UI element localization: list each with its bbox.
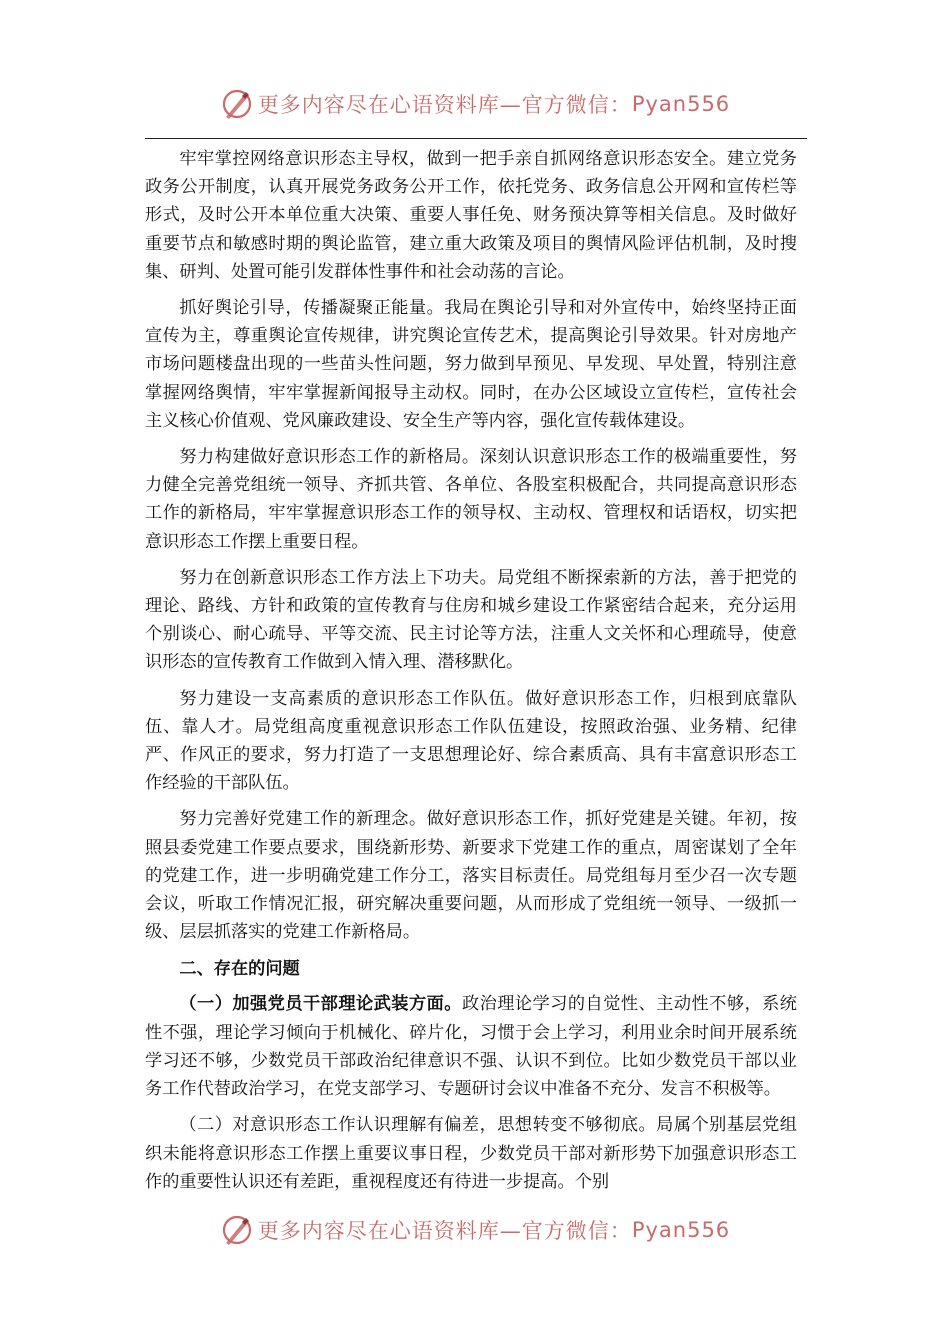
paragraph-1: 牢牢掌控网络意识形态主导权，做到一把手亲自抓网络意识形态安全。建立党务政务公开制度，认真开展党务政务公开工作，依托党务、政务信息公开网和宣传栏等形式，及时公开本单位重大决策、重要人事任免、财务预决算等相关信息。及时做好重要节点和敏感时期的舆论监管，建立重大政策及项目的舆情风险评估机制，及时搜集、研判、处置可能引发群体性事件和社会动荡的言论。 <box>145 149 797 282</box>
page-header <box>0 84 950 124</box>
footer-watermark <box>220 1213 730 1247</box>
page-footer <box>0 1210 950 1250</box>
pen-logo-icon <box>220 1213 254 1247</box>
issue-1-body: 政治理论学习的自觉性、主动性不够，系统性不强，理论学习倾向于机械化、碎片化，习惯于会上学习，利用业余时间开展系统学习还不够，少数党员干部政治纪律意识不强、认识不到位。比如少数党员干部以业务工作代替政治学习，在党支部学习、专题研讨会议中准备不充分、发言不积极等。 <box>145 994 797 1100</box>
paragraph-5: 努力建设一支高素质的意识形态工作队伍。做好意识形态工作，归根到底靠队伍、靠人才。局党组高度重视意识形态工作队伍建设，按照政治强、业务精、纪律严、作风正的要求，努力打造了一支思想理论好、综合素质高、具有丰富意识形态工作经验的干部队伍。 <box>145 688 797 794</box>
issue-2-paragraph: （二）对意识形态工作认识理解有偏差，思想转变不够彻底。局属个别基层党组织未能将意识形态工作摆上重要议事日程，少数党员干部对新形势下加强意识形态工作的重要性认识还有差距，重视程度还有待进一步提高。个别 <box>145 1115 797 1192</box>
section-heading: 二、存在的问题 <box>179 959 300 980</box>
paragraph-2: 抓好舆论引导，传播凝聚正能量。我局在舆论引导和对外宣传中，始终坚持正面宣传为主，尊重舆论宣传规律，讲究舆论宣传艺术，提高舆论引导效果。针对房地产市场问题楼盘出现的一些苗头性问题，努力做到早预见、早发现、早处置，特别注意掌握网络舆情，牢牢掌握新闻报导主动权。同时，在办公区域设立宣传栏，宣传社会主义核心价值观、党风廉政建设、安全生产等内容，强化宣传载体建设。 <box>145 298 797 431</box>
footer-text: 更多内容尽在心语资料库—官方微信： <box>257 1219 632 1243</box>
issue-1-lead: （一）加强党员干部理论武装方面。 <box>179 994 462 1015</box>
header-text: 更多内容尽在心语资料库—官方微信： <box>257 93 632 117</box>
pen-logo-icon <box>220 87 254 121</box>
issue-1-paragraph <box>145 990 797 1103</box>
footer-wechat-id: Pyan556 <box>631 1218 731 1242</box>
document-body <box>145 145 797 1204</box>
paragraph-6: 努力完善好党建工作的新理念。做好意识形态工作，抓好党建是关键。年初，按照县委党建工作要点要求，围绕新形势、新要求下党建工作的重点，周密谋划了全年的党建工作，进一步明确党建工作分工，落实目标责任。局党组每月至少召一次专题会议，听取工作情况汇报，研究解决重要问题，从而形成了党组统一领导、一级抓一级、层层抓落实的党建工作新格局。 <box>145 809 797 943</box>
header-divider <box>145 138 807 139</box>
paragraph-3: 努力构建做好意识形态工作的新格局。深刻认识意识形态工作的极端重要性，努力健全完善党组统一领导、齐抓共管、各单位、各股室积极配合，共同提高意识形态工作的新格局，牢牢掌握意识形态工作的领导权、主动权、管理权和话语权，切实把意识形态工作摆上重要日程。 <box>145 447 797 552</box>
header-wechat-id: Pyan556 <box>631 92 731 116</box>
paragraph-4: 努力在创新意识形态工作方法上下功夫。局党组不断探索新的方法，善于把党的理论、路线、方针和政策的宣传教育与住房和城乡建设工作紧密结合起来，充分运用个别谈心、耐心疏导、平等交流、民主讨论等方法，注重人文关怀和心理疏导，使意识形态的宣传教育工作做到入情入理、潜移默化。 <box>145 567 797 673</box>
header-watermark <box>220 87 730 121</box>
